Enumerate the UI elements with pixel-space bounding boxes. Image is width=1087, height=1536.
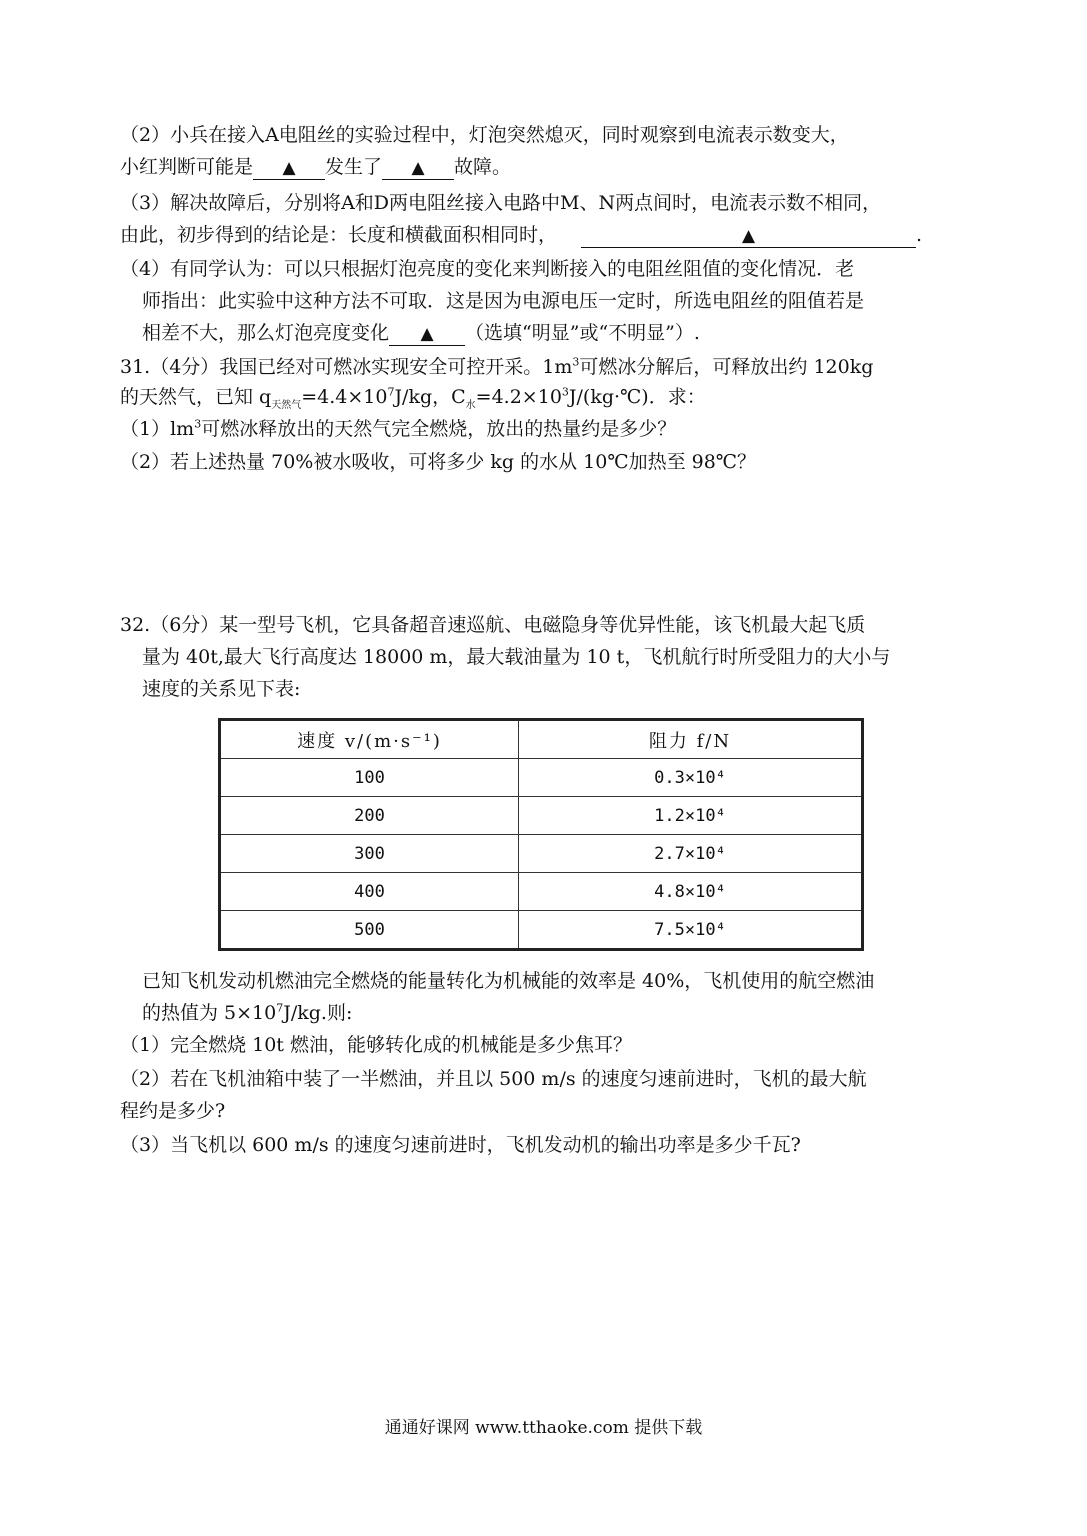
- blank-triangle-mark: ▲: [411, 158, 425, 178]
- drag-cell: 1.2×10⁴: [519, 797, 863, 835]
- answer-blank-3[interactable]: [581, 224, 916, 248]
- q32-after2-text-a: 的热值为 5×10: [142, 1002, 277, 1024]
- speed-cell: 300: [220, 835, 519, 873]
- q32-after2-text-b: J/kg.则:: [283, 1002, 353, 1024]
- header-drag: 阻力 f/N: [519, 720, 863, 759]
- q31-line1-sup: 3: [572, 355, 580, 369]
- q32-subquestion-3: （3）当飞机以 600 m/s 的速度匀速前进时，飞机发动机的输出功率是多少千瓦?: [120, 1134, 801, 1156]
- q30-part4-suffix: （选填“明显”或“不明显”）.: [465, 322, 700, 344]
- q32-subquestion-2-line2: 程约是多少?: [120, 1100, 226, 1122]
- table-row: [220, 873, 863, 911]
- q32-after2-sup: 7: [276, 1001, 284, 1015]
- answer-blank-2[interactable]: [382, 156, 454, 180]
- q30-part3-suffix: .: [916, 224, 923, 246]
- q30-part4-line2: 师指出：此实验中这种方法不可取．这是因为电源电压一定时，所选电阻丝的阻值若是: [142, 290, 865, 312]
- q32-after-line1: 已知飞机发动机燃油完全燃烧的能量转化为机械能的效率是 40%，飞机使用的航空燃油: [142, 970, 875, 992]
- q30-part2-mid: 发生了: [325, 156, 383, 178]
- q30-part2-suffix: 故障。: [454, 156, 512, 178]
- q31-subquestion-2: （2）若上述热量 70%被水吸收，可将多少 kg 的水从 10℃加热至 98℃？: [120, 451, 757, 473]
- q32-line3: 速度的关系见下表:: [142, 678, 301, 700]
- q31-line2-sup1: 7: [387, 385, 395, 399]
- blank-triangle-mark: ▲: [282, 158, 296, 178]
- q30-part4-prefix: 相差不大，那么灯泡亮度变化: [142, 322, 390, 344]
- answer-blank-1[interactable]: [253, 156, 325, 180]
- q32-after-line2: [142, 1000, 352, 1026]
- q31-line1-text-a: 31.（4分）我国已经对可燃冰实现安全可控开采。1m: [120, 356, 573, 378]
- table-row: [220, 911, 863, 950]
- q31-sub1-sup: 3: [194, 417, 202, 431]
- blank-triangle-mark: ▲: [741, 226, 756, 246]
- drag-cell: 7.5×10⁴: [519, 911, 863, 950]
- q31-line1: [120, 354, 873, 380]
- q32-subquestion-1: （1）完全燃烧 10t 燃油，能够转化成的机械能是多少焦耳？: [120, 1034, 632, 1056]
- q31-line2-sub1: 天然气: [271, 399, 302, 411]
- q30-part4-line1: （4）有同学认为：可以只根据灯泡亮度的变化来判断接入的电阻丝阻值的变化情况．老: [120, 258, 855, 280]
- q31-line2: [120, 384, 706, 410]
- table-row: [220, 797, 863, 835]
- speed-drag-table: [218, 718, 864, 951]
- q31-line1-text-b: 可燃冰分解后，可释放出约 120kg: [579, 356, 874, 378]
- header-speed: 速度 v/(m·s⁻¹): [220, 720, 519, 759]
- q31-sub1-text-b: 可燃冰释放出的天然气完全燃烧，放出的热量约是多少？: [201, 418, 677, 440]
- speed-cell: 400: [220, 873, 519, 911]
- blank-triangle-mark: ▲: [420, 324, 434, 344]
- q31-line2-text-a: 的天然气，已知 q: [120, 386, 272, 408]
- q31-line2-text-e: J/(kg·℃)．求：: [568, 386, 706, 408]
- q30-part4-line3: [142, 320, 700, 346]
- q30-part2-line1: （2）小兵在接入A电阻丝的实验过程中，灯泡突然熄灭，同时观察到电流表示数变大，: [120, 124, 849, 146]
- q31-subquestion-1: [120, 416, 676, 442]
- drag-cell: 2.7×10⁴: [519, 835, 863, 873]
- q31-line2-sub2: 水: [465, 399, 476, 411]
- q31-sub1-text-a: （1）lm: [120, 418, 195, 440]
- q31-line2-text-d: =4.2×10: [475, 386, 562, 408]
- drag-cell: 0.3×10⁴: [519, 759, 863, 797]
- drag-cell: 4.8×10⁴: [519, 873, 863, 911]
- table-header-row: [220, 720, 863, 759]
- q30-part2-line2: [120, 154, 511, 180]
- table-row: [220, 759, 863, 797]
- table-row: [220, 835, 863, 873]
- speed-cell: 500: [220, 911, 519, 950]
- page-footer: 通通好课网 www.tthaoke.com 提供下载: [384, 1418, 703, 1438]
- q30-part3-prefix: 由此，初步得到的结论是：长度和横截面积相同时，: [120, 224, 558, 246]
- speed-cell: 200: [220, 797, 519, 835]
- q31-line2-text-b: =4.4×10: [301, 386, 388, 408]
- q31-line2-text-c: J/kg，C: [394, 386, 466, 408]
- q32-line2: 量为 40t,最大飞行高度达 18000 m，最大载油量为 10 t，飞机航行时所受阻力的大小与: [142, 646, 891, 668]
- q31-line2-sup2: 3: [561, 385, 569, 399]
- q30-part2-prefix: 小红判断可能是: [120, 156, 254, 178]
- q32-subquestion-2-line1: （2）若在飞机油箱中装了一半燃油，并且以 500 m/s 的速度匀速前进时，飞机的最大航: [120, 1068, 867, 1090]
- q30-part3-line1: （3）解决故障后，分别将A和D两电阻丝接入电路中M、N两点间时，电流表示数不相同，: [120, 192, 882, 214]
- q30-part3-line2: [120, 222, 922, 248]
- speed-cell: 100: [220, 759, 519, 797]
- q32-line1: 32.（6分）某一型号飞机，它具备超音速巡航、电磁隐身等优异性能，该飞机最大起飞质: [120, 614, 866, 636]
- answer-blank-4[interactable]: [389, 322, 465, 346]
